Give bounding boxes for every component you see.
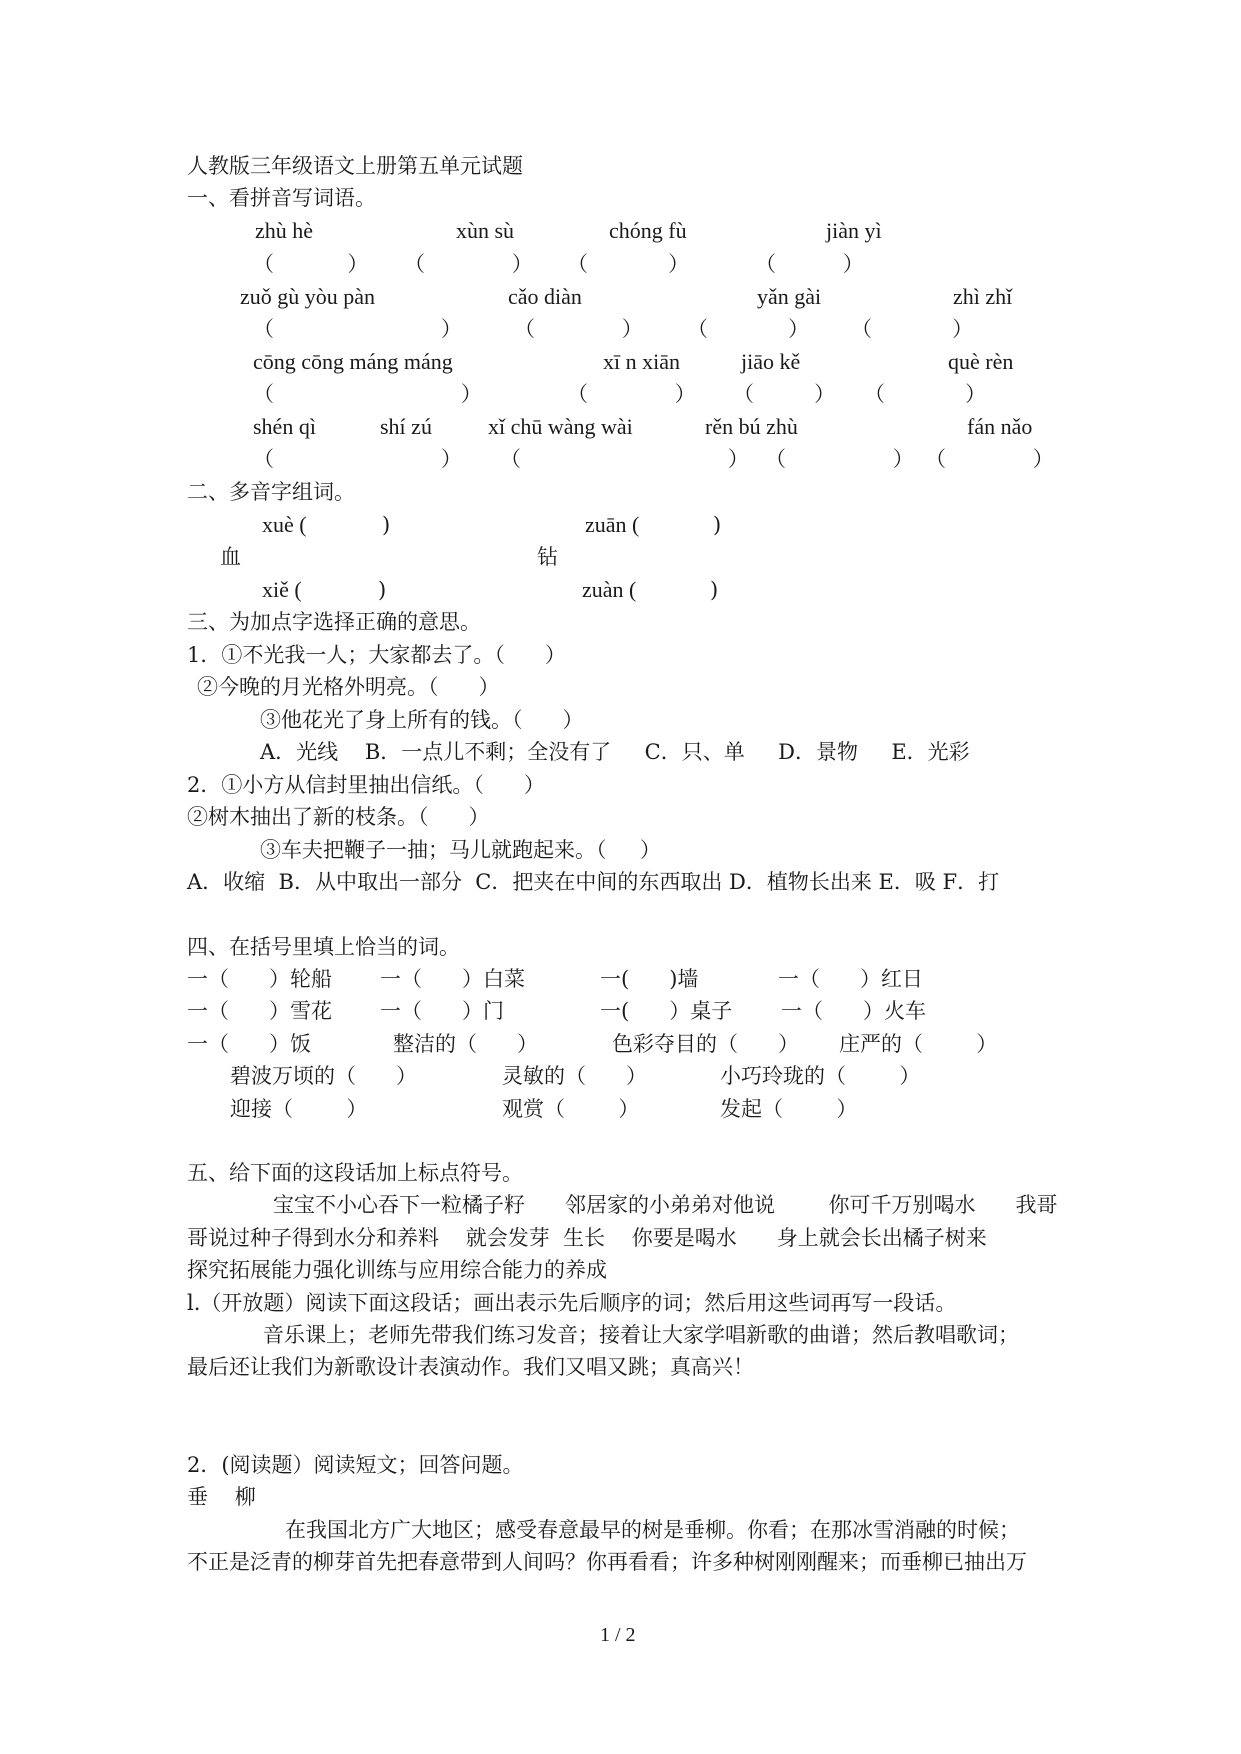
paragraph-line: 音乐课上；老师先带我们练习发音；接着让大家学唱新歌的曲谱；然后教唱歌词；: [263, 1323, 1019, 1347]
pinyin: jiāo kě: [741, 349, 801, 374]
fill-item: 一( ）桌子: [600, 999, 733, 1023]
answer-brackets: （ ）: [864, 382, 987, 406]
answer-brackets: （ ）: [500, 447, 749, 471]
fill-item: 发起（ ）: [720, 1097, 858, 1121]
fill-item: 小巧玲珑的（ ）: [720, 1064, 921, 1088]
polyphone-char: 钻: [537, 545, 558, 569]
pinyin: zhù hè: [255, 218, 314, 243]
question-line: ②树木抽出了新的枝条。（ ）: [187, 805, 490, 829]
fill-item: 一（ ）火车: [781, 999, 927, 1023]
fill-item: 一（ ）饭: [187, 1032, 312, 1056]
answer-bracket: ): [713, 513, 722, 537]
answer-brackets: （ ）: [765, 447, 914, 471]
section-5-heading: 五、给下面的这段话加上标点符号。: [187, 1161, 523, 1185]
pinyin: shí zú: [380, 414, 432, 439]
pinyin: xuè (: [262, 512, 307, 537]
paragraph-line: 在我国北方广大地区；感受春意最早的树是垂柳。你看；在那冰雪消融的时候；: [285, 1518, 1020, 1542]
fill-item: 一（ ）白菜: [380, 967, 526, 991]
answer-bracket: ): [382, 513, 391, 537]
fill-item: 观赏（ ）: [502, 1097, 640, 1121]
question-line: 1．①不光我一人；大家都去了。（ ）: [187, 643, 566, 667]
paragraph-line: 最后还让我们为新歌设计表演动作。我们又唱又跳；真高兴！: [187, 1355, 754, 1379]
pinyin: zhì zhǐ: [953, 284, 1013, 309]
options-line: A．收缩 B．从中取出一部分 C．把夹在中间的东西取出 D．植物长出来 E．吸 F．打: [187, 870, 1000, 894]
answer-brackets: （ ）: [404, 252, 533, 276]
section-4-heading: 四、在括号里填上恰当的词。: [187, 935, 460, 959]
answer-brackets: （ ）: [567, 382, 696, 406]
pinyin: yǎn gài: [757, 284, 822, 309]
extension-heading: 探究拓展能力强化训练与应用综合能力的养成: [187, 1258, 607, 1282]
answer-brackets: （ ）: [755, 252, 864, 276]
fill-item: 灵敏的（ ）: [502, 1064, 648, 1088]
page-title: 人教版三年级语文上册第五单元试题: [187, 154, 523, 178]
paragraph-line: 哥说过种子得到水分和养料 就会发芽 生长 你要是喝水 身上就会长出橘子树来: [187, 1226, 987, 1250]
question-line: 2．①小方从信封里抽出信纸。（ ）: [187, 773, 545, 797]
pinyin: zuǒ gù yòu pàn: [240, 284, 376, 309]
answer-brackets: （ ）: [253, 252, 369, 276]
fill-item: 庄严的（ ）: [839, 1032, 998, 1056]
pinyin: zuàn (: [582, 577, 637, 602]
section-1-heading: 一、看拼音写词语。: [187, 186, 376, 210]
reading-title: 垂 柳: [187, 1485, 256, 1509]
fill-item: 一（ ）轮船: [187, 967, 333, 991]
question-line: 2．(阅读题）阅读短文；回答问题。: [187, 1453, 524, 1477]
answer-brackets: （ ）: [733, 382, 836, 406]
answer-brackets: （ ）: [567, 252, 690, 276]
answer-brackets: （ ）: [253, 447, 462, 471]
pinyin: shén qì: [253, 414, 316, 439]
pinyin: xiě (: [262, 577, 302, 602]
pinyin: cōng cōng máng máng: [253, 349, 453, 374]
pinyin: chóng fù: [609, 218, 687, 243]
page-number: 1 / 2: [600, 1624, 636, 1646]
answer-brackets: （ ）: [253, 382, 482, 406]
fill-item: 一（ ）红日: [778, 967, 924, 991]
fill-item: 迎接（ ）: [230, 1097, 368, 1121]
question-line: l.（开放题）阅读下面这段话；画出表示先后顺序的词；然后用这些词再写一段话。: [187, 1291, 957, 1315]
answer-brackets: （ ）: [687, 317, 810, 341]
fill-item: 整洁的（ ）: [393, 1032, 539, 1056]
fill-item: 碧波万顷的（ ）: [230, 1064, 418, 1088]
pinyin: xùn sù: [456, 218, 515, 243]
answer-brackets: （ ）: [851, 317, 974, 341]
answer-brackets: （ ）: [253, 317, 462, 341]
paragraph-line: 不正是泛青的柳芽首先把春意带到人间吗？你再看看；许多种树刚刚醒来；而垂柳已抽出万: [187, 1550, 1027, 1574]
question-line: ②今晚的月光格外明亮。（ ）: [197, 675, 500, 699]
pinyin: cǎo diàn: [508, 284, 582, 309]
section-2-heading: 二、多音字组词。: [187, 480, 355, 504]
answer-bracket: ): [378, 578, 387, 602]
section-3-heading: 三、为加点字选择正确的意思。: [187, 610, 481, 634]
pinyin: fán nǎo: [967, 414, 1033, 439]
options-line: A．光线 B．一点儿不剩；全没有了 C．只、单 D．景物 E．光彩: [260, 740, 970, 764]
answer-brackets: （ ）: [514, 317, 643, 341]
pinyin: jiàn yì: [826, 218, 882, 243]
pinyin: què rèn: [948, 349, 1014, 374]
answer-brackets: （ ）: [925, 447, 1054, 471]
fill-item: 一（ ）门: [380, 999, 505, 1023]
answer-bracket: ): [710, 578, 719, 602]
pinyin: xǐ chū wàng wài: [488, 414, 633, 439]
pinyin: xī n xiān: [603, 349, 680, 374]
question-line: ③车夫把鞭子一抽；马儿就跑起来。（ ）: [260, 838, 661, 862]
fill-item: 色彩夺目的（ ）: [612, 1032, 800, 1056]
pinyin: rěn bú zhù: [705, 414, 798, 439]
polyphone-char: 血: [220, 545, 241, 569]
fill-item: 一（ ）雪花: [187, 999, 333, 1023]
question-line: ③他花光了身上所有的钱。（ ）: [260, 708, 584, 732]
pinyin: zuān (: [585, 512, 640, 537]
paragraph-line: 宝宝不小心吞下一粒橘子籽 邻居家的小弟弟对他说 你可千万别喝水 我哥: [273, 1193, 1058, 1217]
fill-item: 一( )墙: [600, 967, 699, 991]
